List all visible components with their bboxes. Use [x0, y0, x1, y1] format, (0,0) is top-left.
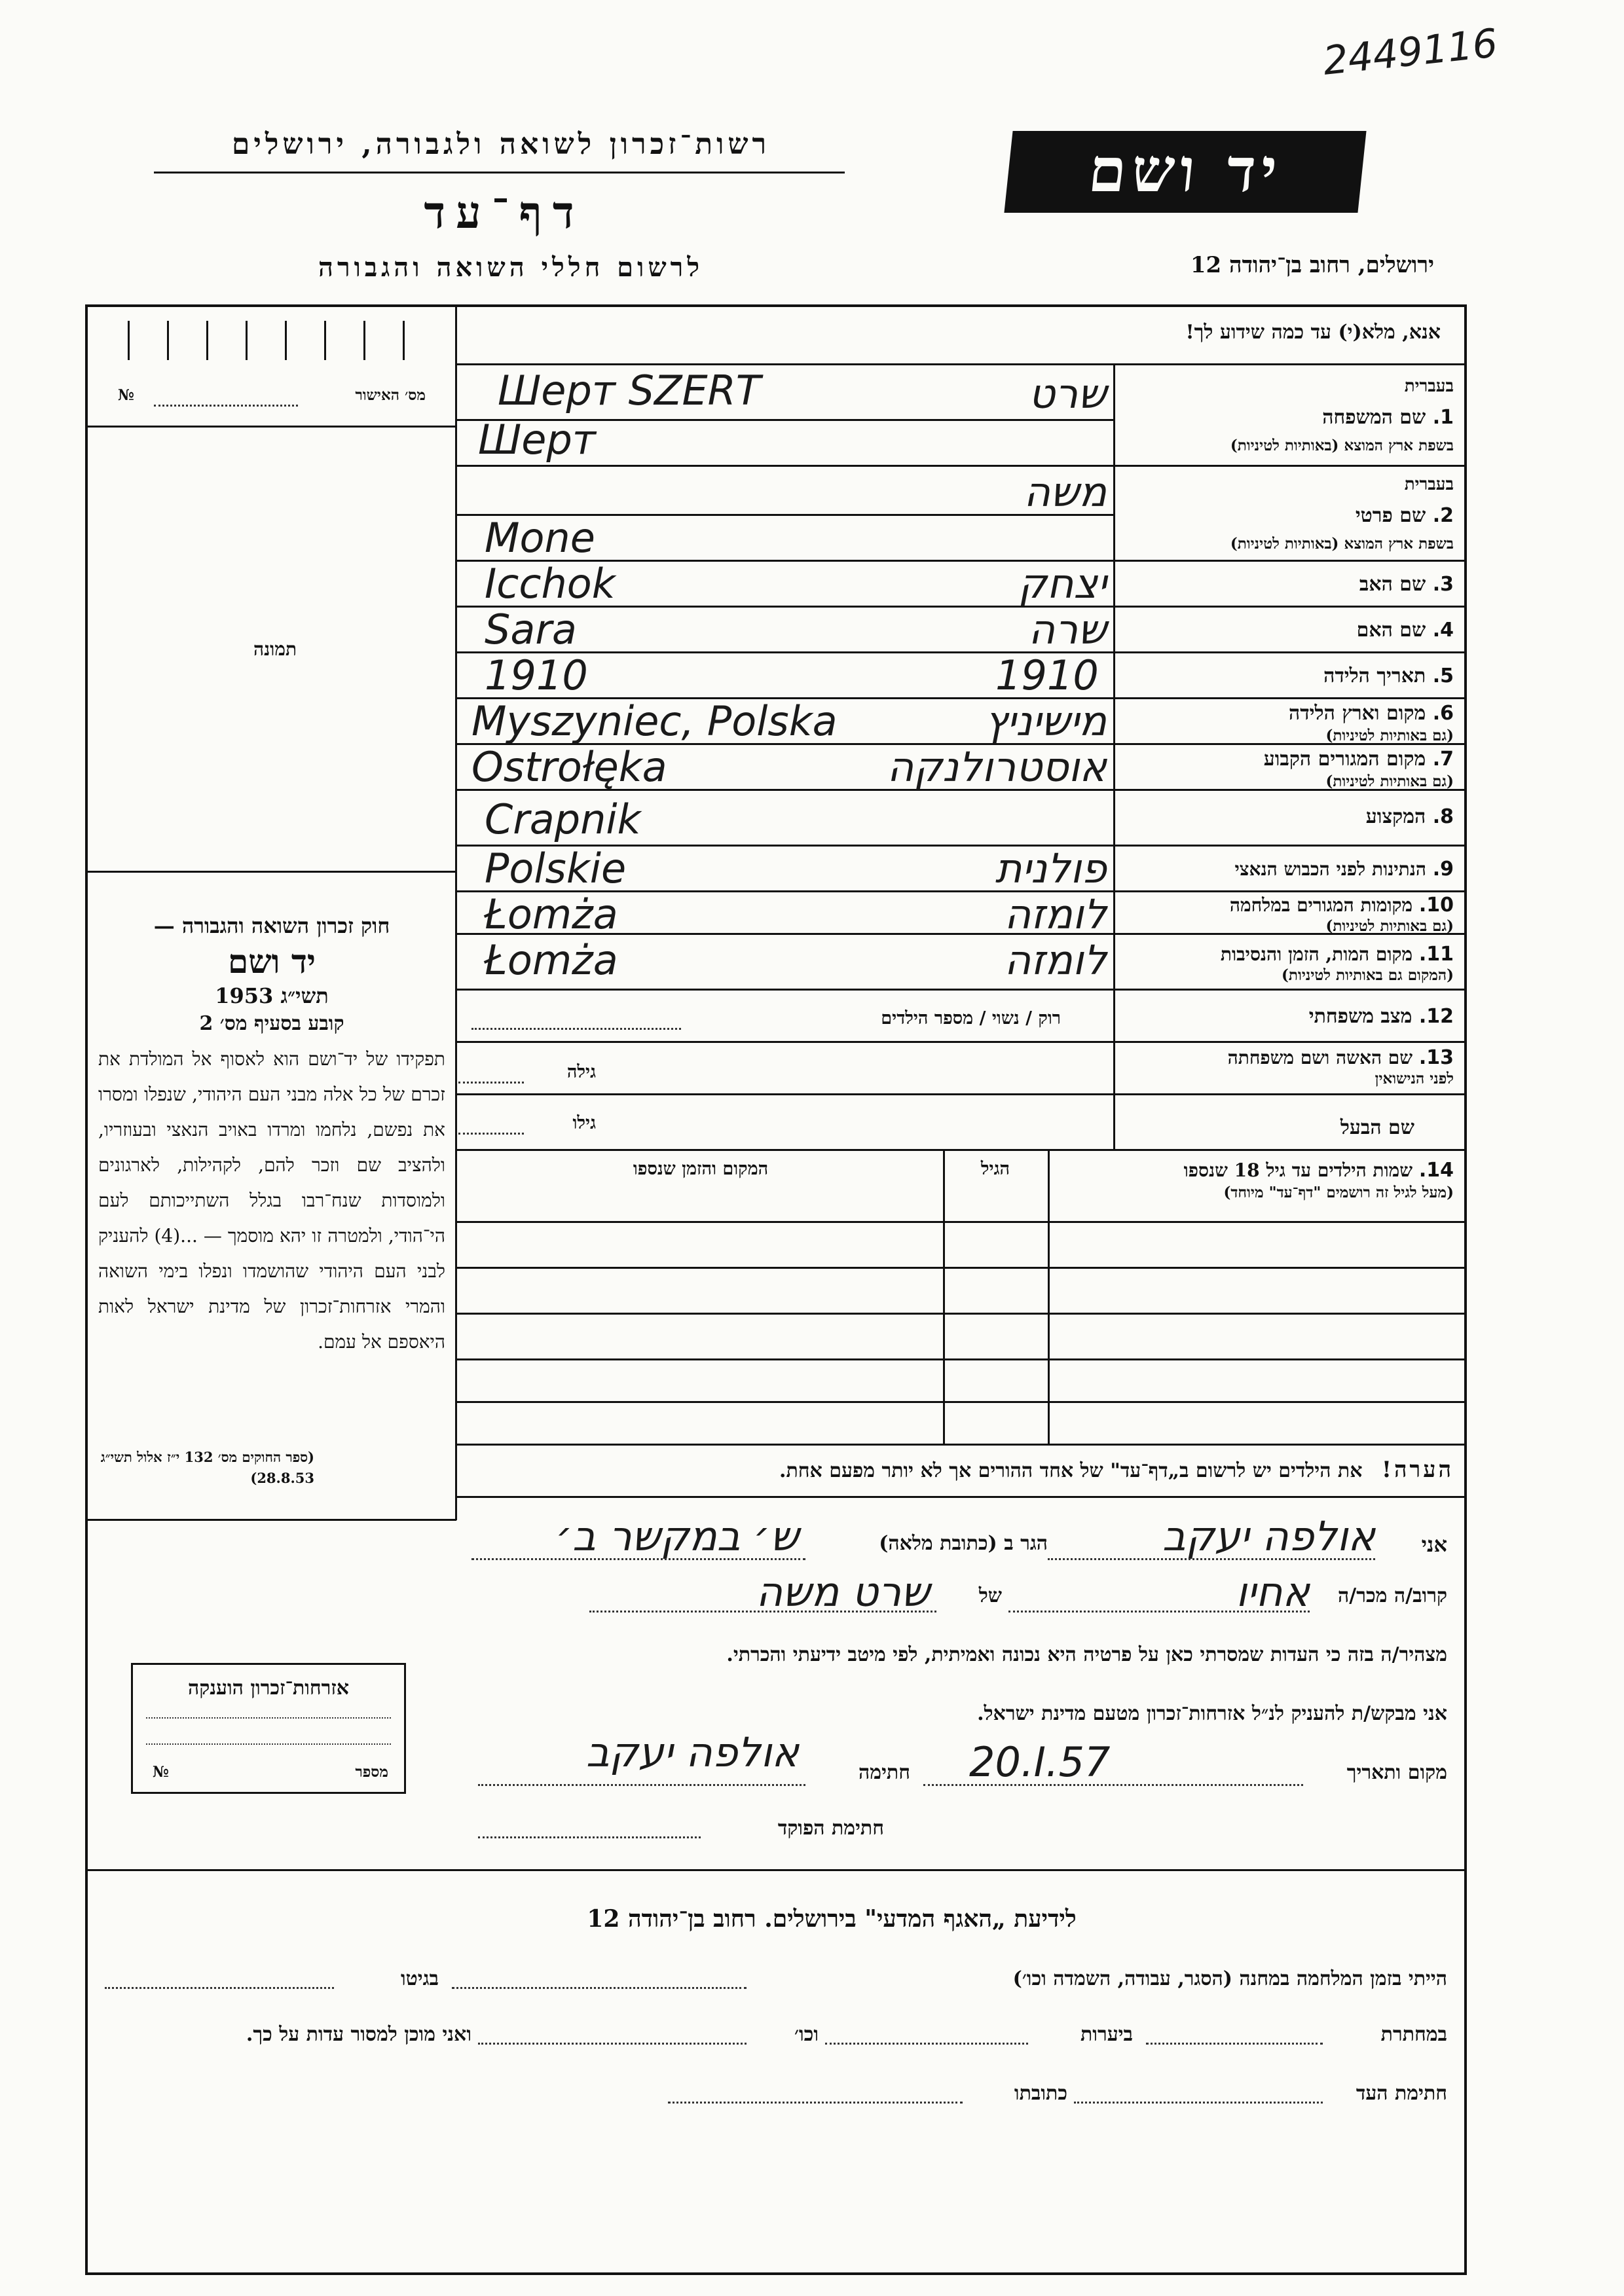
birthdate-hebrew-column: 1910 — [995, 651, 1099, 699]
declaration-ani-label: אני — [1421, 1532, 1447, 1557]
approval-boxes — [108, 321, 445, 360]
field-number: 1. — [1432, 406, 1454, 429]
birthplace-latin: Myszyniec, Polska — [471, 697, 838, 745]
place-date-value: 20.I.57 — [969, 1738, 1111, 1786]
place-date-label: מקום ותאריך — [1346, 1761, 1447, 1784]
hebrew-tag: בעברית — [1404, 475, 1454, 494]
father-latin: Icchok — [485, 560, 616, 608]
father-hebrew: יצחק — [1018, 560, 1107, 608]
children-place-header: המקום והזמן שנספו — [633, 1159, 769, 1179]
photo-separator — [86, 871, 456, 873]
war-residence-latin: Łomża — [485, 890, 618, 938]
field-label: שם המשפחה — [1322, 406, 1426, 429]
law-block — [98, 913, 445, 1360]
field-sub-label: בשפת ארץ המוצא (באותיות לטיניות) — [1230, 535, 1454, 553]
declaration-statement: מצהיר/ה בזה כי העדות שמסרתי כאן על פרטיה היא נכונה ואמיתית, לפי מיטב ידיעתי והכרתי. — [726, 1643, 1447, 1666]
info-title: לידיעת „האגף המדעי" בירושלים. רחוב בן־יהודה 12 — [587, 1905, 1077, 1933]
first-name-hebrew: משה — [1024, 468, 1107, 516]
surname-hebrew: שרט — [1028, 370, 1107, 418]
profession-latin: Crapnik — [485, 795, 641, 843]
camp-line: הייתי בזמן המלחמה במחנה (הסגר, עבודה, השמדה וכו׳) — [1012, 1967, 1447, 1990]
first-name-latin: Mone — [485, 514, 595, 562]
address: ירושלים, רחוב בן־יהודה 12 — [1190, 252, 1434, 278]
children-note — [471, 1457, 1454, 1483]
law-name: יד ושם — [228, 942, 316, 981]
field-husband-label: שם הבעל — [1340, 1116, 1414, 1139]
children-col-divider-1 — [1048, 1149, 1050, 1444]
citizenship-latin: Polskie — [485, 845, 627, 892]
header-underline — [154, 172, 845, 173]
law-year: תשי״ג 1953 — [215, 983, 329, 1008]
citizenship-no-label: № — [153, 1763, 169, 1781]
field-family-status-label: 12. מצב משפחתי — [1308, 1005, 1454, 1028]
field-number: 2. — [1432, 504, 1454, 527]
instruction-line — [456, 363, 1466, 365]
law-text: תפקידו של יד־ושם הוא לאסוף אל המולדת את זכרם של כל אלה מבני העם היהודי, שנפלו ומסרו את נפשם, נלחמו ומרדו באויב הנאצי ובעוזריו, ולהציב שם וזכר להם, לקהילות, לארגונים ולמוסדות שנח־רבו בגלל השתייכותם לעם הי־הודי, ולמטרה זו יהא מוסמך — ...(4) להעניק לבני העם היהודי שהושמדו ונפלו בימי השואה והמרי אזרחות־זכרון של מדינת ישראל לאות היאספם אל עמם. — [98, 1048, 445, 1353]
yad-vashem-logo — [1004, 131, 1366, 213]
archive-number: 2449116 — [1321, 20, 1500, 84]
birthplace-hebrew: מישיניץ — [985, 697, 1107, 745]
declaration-request: אני מבקש/ת להעניק לנ״ל אזרחות־זכרון מטעם מדינת ישראל. — [977, 1702, 1447, 1725]
mother-hebrew: שרה — [1028, 606, 1107, 653]
law-title: חוק זכרון השואה והגבורה — — [153, 913, 390, 938]
law-reference: (ספר החוקים מס׳ 132 י״ז אלול תשי״ג 28.8.53) — [100, 1449, 314, 1486]
field-profession-label: 8. המקצוע — [1365, 805, 1454, 828]
left-column-divider — [455, 306, 457, 1520]
law-bottom-line — [86, 1519, 456, 1521]
approval-no-label: № — [118, 386, 134, 404]
field-citizenship-label: 9. הנתינות לפני הכבוש הנאצי — [1234, 858, 1454, 881]
mother-latin: Sara — [485, 606, 577, 653]
note-label: הערה! — [1382, 1457, 1454, 1483]
instruction: אנא, מלא(י) עד כמה שידוע לך! — [1185, 321, 1441, 344]
address-label: כתובתו — [1014, 2082, 1067, 2105]
resident-label: הגר ב (כתובת מלאה) — [879, 1532, 1048, 1555]
family-status-options: רוק / נשוי / מספר הילדים — [881, 1008, 1061, 1029]
citizenship-hebrew: פולנית — [995, 845, 1107, 892]
field-mother-label: 4. שם האם — [1356, 619, 1454, 642]
field-birthdate-label: 5. תאריך הלידה — [1323, 665, 1454, 687]
approval-dots — [154, 405, 298, 407]
field-label: שם פרטי — [1355, 504, 1426, 527]
witness-signature-label: חתימת העד — [1356, 2082, 1447, 2105]
birthdate-latin-column: 1910 — [485, 651, 588, 699]
citizenship-box — [131, 1663, 406, 1794]
underground-label: במחתרת — [1380, 2023, 1447, 2046]
children-age-header: הגיל — [980, 1159, 1010, 1179]
children-col-divider-2 — [943, 1149, 945, 1444]
label-column-divider — [1113, 363, 1115, 1149]
form-subtitle: לרשום חללי השואה והגבורה — [318, 252, 704, 283]
death-place-hebrew: לומזה — [1004, 936, 1107, 984]
ghetto-label: בגיטו — [400, 1967, 439, 1990]
forest-label: ביערות — [1080, 2023, 1133, 2046]
citizenship-title: אזרחות־זכרון הוענקה — [187, 1677, 350, 1700]
relative-label: קרוב/ה מכר/ה — [1338, 1584, 1447, 1607]
ready-label: ואני מוכן למסור עדות על כך. — [246, 2023, 471, 2046]
authority-name: רשות־זכרון לשואה ולגבורה, ירושלים — [231, 128, 771, 161]
resident-value: ש׳ במקשר ב׳ — [555, 1512, 799, 1560]
official-signature-label: חתימת הפוקד — [777, 1817, 884, 1840]
of-value: שרט משה — [756, 1568, 930, 1616]
law-section: קובע בסעיף מס׳ 2 — [199, 1012, 344, 1035]
residence-hebrew: אוסטרולנקה — [887, 743, 1107, 791]
hebrew-tag: בעברית — [1404, 376, 1454, 396]
surname-latin-2: Шерт — [478, 416, 596, 464]
citizenship-number-label: מספר — [355, 1763, 388, 1781]
field-father-label: 3. שם האב — [1359, 573, 1454, 596]
photo-label: תמונה — [253, 638, 297, 660]
field-sub-label: בשפת ארץ המוצא (באותיות לטיניות) — [1230, 437, 1454, 454]
testimony-form: 2449116 רשות־זכרון לשואה ולגבורה, ירושלים דף־עד לרשום חללי השואה והגבורה יד ושם ירושלים, רחוב בן־יהודה 12 מס׳ האישור № תמונה חוק זכרון השואה והגבורה — יד ושם תשי״ג 1953 קובע בסעיף מס׳ 2 תפקידו של יד־ושם הוא לאסוף אל המולדת את זכרם של כל אלה מבני העם היהודי, שנפלו ומסרו את נפשם, נלחמו ומרדו באויב הנאצי ובעוזריו, ולהציב שם וזכר להם, לקהילות, לארגונים ולמוסדות שנח־רבו בגלל השתייכותם לעם הי־הודי, ולמטרה זו יהא מוסמך — ...(4) להעניק לבני העם היהודי שהושמדו ונפלו בימי השואה והמרי אזרחות־זכרון של מדינת ישראל לאות היאספם אל עמם. (ספר החוקים מס׳ 132 י״ז אלול תשי״ג 28.8.53) אנא, מלא(י) עד כמה שידוע לך! בעברית 1. שם המשפחה בשפת ארץ המוצא (באותיות לטיניות) שרט Шерт SZERT Шерт בעברית 2. שם פרטי בשפת ארץ המוצא (באותיות לטיניות) משה Mone 3. שם האב יצחק Icchok 4. שם האם שרה Sara 5. תאריך הלידה 1910 1910 6. מקום וארץ הלידה (גם באותיות לטיניות) מישיניץ Myszyniec, Polska 7. מקום המגורים הקבוע (גם באותיות לטיניות) אוסטרולנקה Ostrołęka 8. המקצוע Crapnik 9. הנתינות לפני הכבוש הנאצי פולנית Polskie 10. מקומות המגורים במלחמה (גם באותיות לטיניות) לומזה Łomża 11. מקום המות, הזמן והנסיבות (המקום גם באותיות לטיניות) לומזה Łomża 12. מצב משפחתי רוק / נשוי / מספר הילדים 13. שם האשה ושם משפחתה לפני הנישואין גילה שם הבעל גילו 14. שמות הילדים עד גיל 18 שנספו (מעל לגיל זה רושמים "דף־עד" מיוחד) הגיל המקום והזמן שנספו הערה! את הילדים יש לרשום ב„דף־עד" של אחד ההורים אך לא יותר מפעם אחת. אני אולפה יעקב הגר ב (כתובת מלאה) ש׳ במקשר ב׳ קרוב/ה מכר/ה אחיו של שרט משה מצהיר/ה בזה כי העדות שמסרתי כאן על פרטיה היא נכונה ואמיתית, לפי מיטב ידיעתי והכרתי. אני מבקש/ת להעניק לנ״ל אזרחות־זכרון מטעם מדינת ישראל. מקום ותאריך 20.I.57 חתימה אולפה יעקב חתימת הפוקד אזרחות־זכרון הוענקה מספר № לידיעת „האגף המדעי" בירושלים. רחוב בן־יהודה 12 הייתי בזמן המלחמה במחנה (הסגר, עבודה, השמדה וכו׳) בגיטו במחתרת ביערות וכו׳ ואני מוכן למסור עדות על כך. חתימת העד כתובתו — [0, 0, 1624, 2296]
surname-latin: Шерт SZERT — [498, 367, 761, 414]
signature-value: אולפה יעקב — [585, 1728, 799, 1776]
children-count-dots — [471, 1028, 681, 1030]
of-label: של — [978, 1584, 1002, 1607]
war-residence-hebrew: לומזה — [1004, 890, 1107, 938]
signature-label: חתימה — [858, 1761, 910, 1784]
etc-label: וכו׳ — [794, 2023, 819, 2046]
note-text: את הילדים יש לרשום ב„דף־עד" של אחד ההורים אך לא יותר מפעם אחת. — [779, 1459, 1363, 1482]
residence-latin: Ostrołęka — [471, 743, 667, 791]
logo-text: יד ושם — [1085, 135, 1286, 206]
husband-age-label: גילו — [572, 1113, 596, 1133]
death-place-latin: Łomża — [485, 936, 618, 984]
approval-label: מס׳ האישור — [355, 386, 426, 404]
approval-separator — [86, 426, 456, 428]
wife-age-label: גילה — [566, 1062, 596, 1082]
relative-value: אחיו — [1236, 1568, 1310, 1616]
form-title: דף־עד — [424, 187, 585, 239]
declarant-name: אולפה יעקב — [1162, 1512, 1375, 1560]
